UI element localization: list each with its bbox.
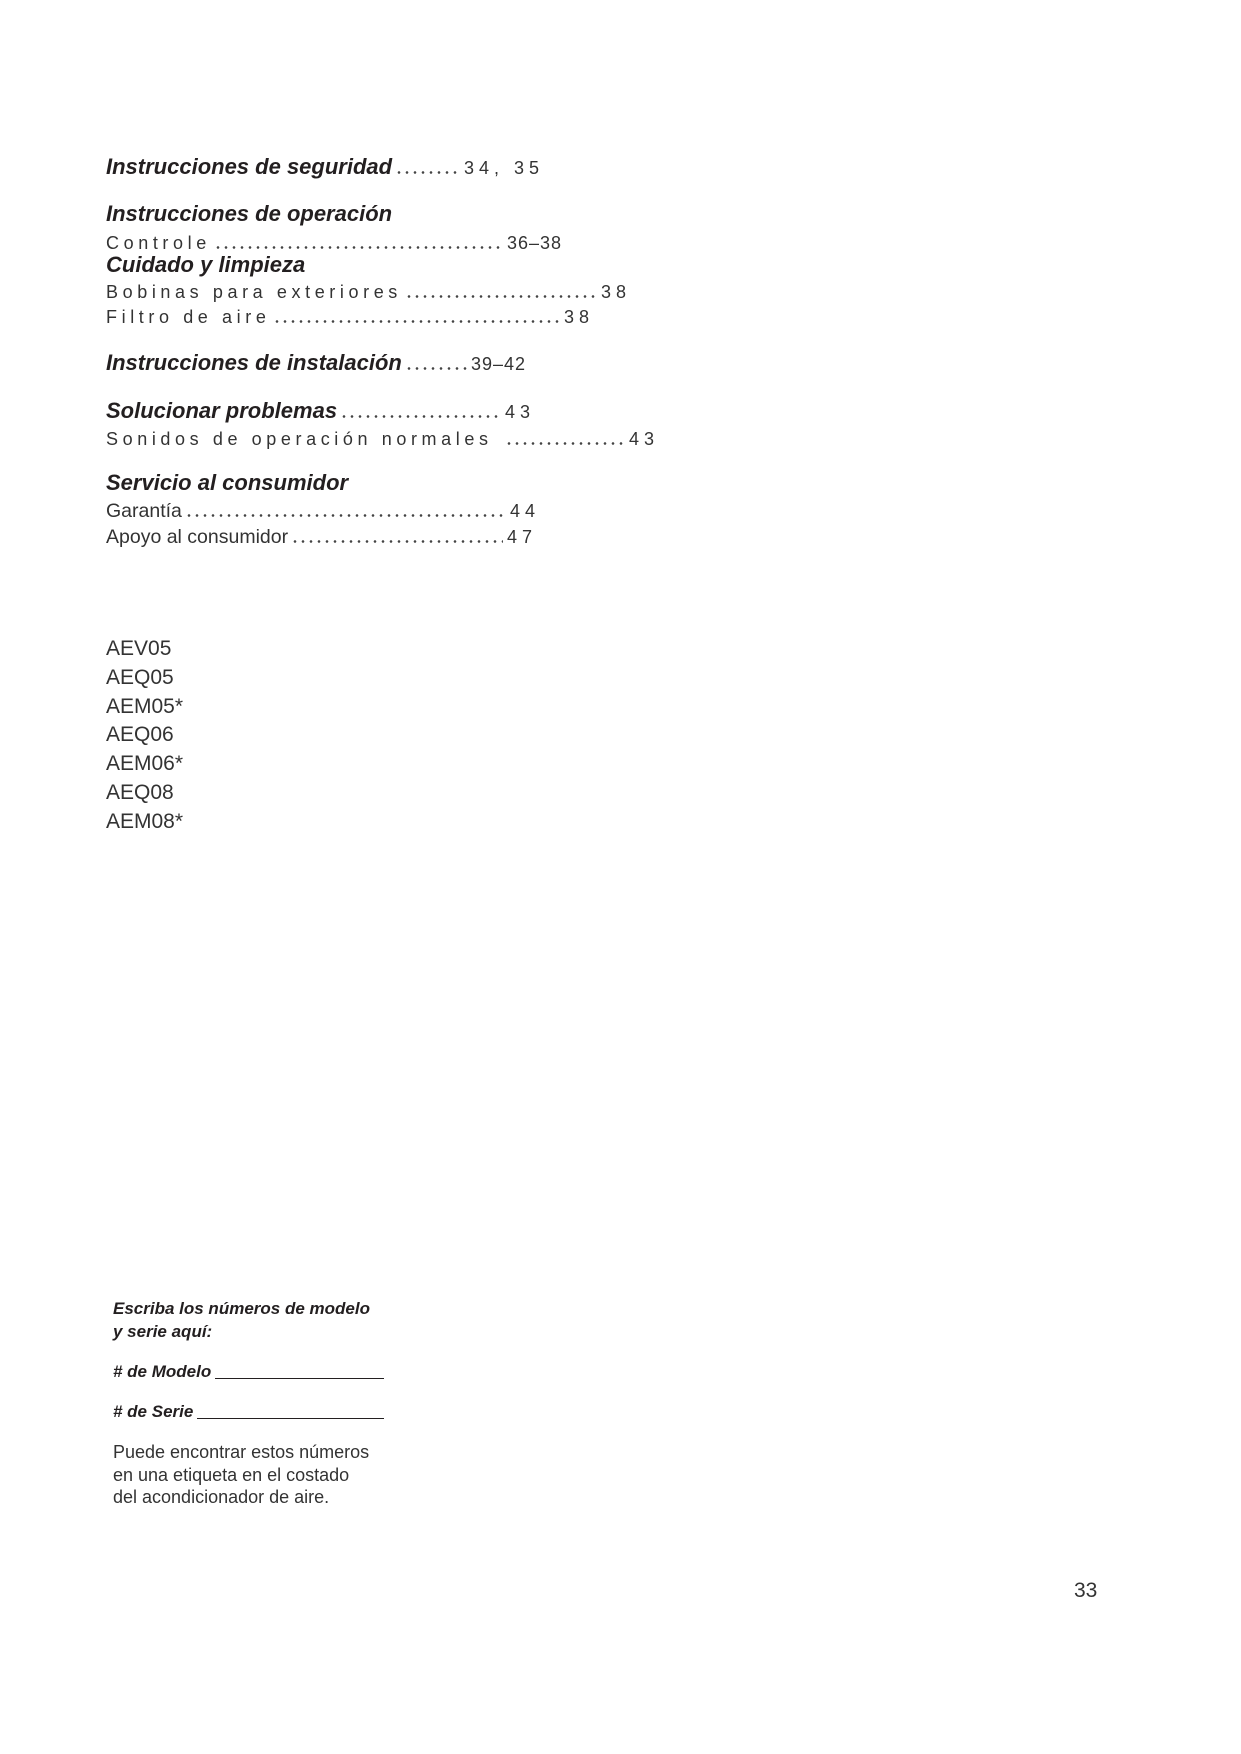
toc-page-garantia: 44 xyxy=(509,501,540,521)
toc-entry-sonidos xyxy=(106,428,659,450)
serial-number-field xyxy=(113,1400,384,1423)
dot-leader xyxy=(273,320,560,323)
record-note-line: del acondicionador de aire. xyxy=(113,1487,330,1507)
toc-page-apoyo: 47 xyxy=(506,527,537,547)
toc-item-garantia: Garantía xyxy=(106,500,182,522)
toc-item-bobinas: Bobinas para exteriores xyxy=(106,282,402,302)
toc-item-sonidos: Sonidos de operación normales xyxy=(106,429,493,449)
model-number-label: # de Modelo xyxy=(113,1362,212,1381)
dot-leader xyxy=(405,367,467,370)
toc-page-controle: 36–38 xyxy=(506,233,562,253)
model-list xyxy=(106,635,183,837)
serial-number-blank-line xyxy=(197,1418,384,1419)
toc-item-filtro: Filtro de aire xyxy=(106,307,271,327)
toc-heading-cuidado: Cuidado y limpieza xyxy=(106,252,306,277)
model-number-blank-line xyxy=(215,1378,384,1379)
dot-leader xyxy=(185,514,506,517)
record-heading-line1: Escriba los números de modelo xyxy=(113,1299,370,1318)
model-item: AEM08* xyxy=(106,809,184,833)
model-item: AEQ05 xyxy=(106,665,174,689)
record-note-line: Puede encontrar estos números xyxy=(113,1442,370,1462)
toc-entry-garantia xyxy=(106,500,540,522)
toc-heading-operacion: Instrucciones de operación xyxy=(106,201,393,226)
toc-heading-instalacion: Instrucciones de instalación xyxy=(106,350,402,375)
toc-entry-instalacion xyxy=(106,350,525,376)
toc-page-bobinas: 38 xyxy=(600,282,631,302)
dot-leader xyxy=(505,442,625,445)
toc-heading-seguridad: Instrucciones de seguridad xyxy=(106,154,393,179)
toc-item-controle: Controle xyxy=(106,233,211,253)
toc-page-instalacion: 39–42 xyxy=(470,354,526,374)
dot-leader xyxy=(214,246,503,249)
model-item: AEM06* xyxy=(106,752,184,776)
dot-leader xyxy=(340,415,501,418)
toc-entry-controle xyxy=(106,232,561,254)
toc-entry-bobinas xyxy=(106,281,631,303)
toc-page-problemas: 43 xyxy=(504,402,535,422)
page-number: 33 xyxy=(1074,1579,1098,1602)
toc-item-apoyo: Apoyo al consumidor xyxy=(106,526,289,548)
toc-entry-problemas xyxy=(106,398,535,424)
toc-page-filtro: 38 xyxy=(563,307,594,327)
record-note-line: en una etiqueta en el costado xyxy=(113,1464,350,1485)
dot-leader xyxy=(291,540,503,543)
dot-leader xyxy=(405,295,597,298)
model-item: AEM05* xyxy=(106,694,184,718)
record-note xyxy=(113,1441,369,1509)
toc-entry-seguridad xyxy=(106,154,544,180)
toc-heading-servicio: Servicio al consumidor xyxy=(106,470,349,495)
model-number-field xyxy=(113,1360,384,1383)
toc-entry-filtro xyxy=(106,306,594,328)
serial-number-label: # de Serie xyxy=(113,1402,194,1421)
toc-heading-problemas: Solucionar problemas xyxy=(106,398,338,423)
model-item: AEV05 xyxy=(106,637,172,660)
model-item: AEQ08 xyxy=(106,780,174,804)
toc-page-seguridad: 34, 35 xyxy=(463,158,544,178)
model-item: AEQ06 xyxy=(106,723,174,747)
toc-entry-apoyo xyxy=(106,526,537,548)
dot-leader xyxy=(395,171,460,174)
record-heading-line2: y serie aquí: xyxy=(113,1322,213,1341)
toc-page-sonidos: 43 xyxy=(628,429,659,449)
